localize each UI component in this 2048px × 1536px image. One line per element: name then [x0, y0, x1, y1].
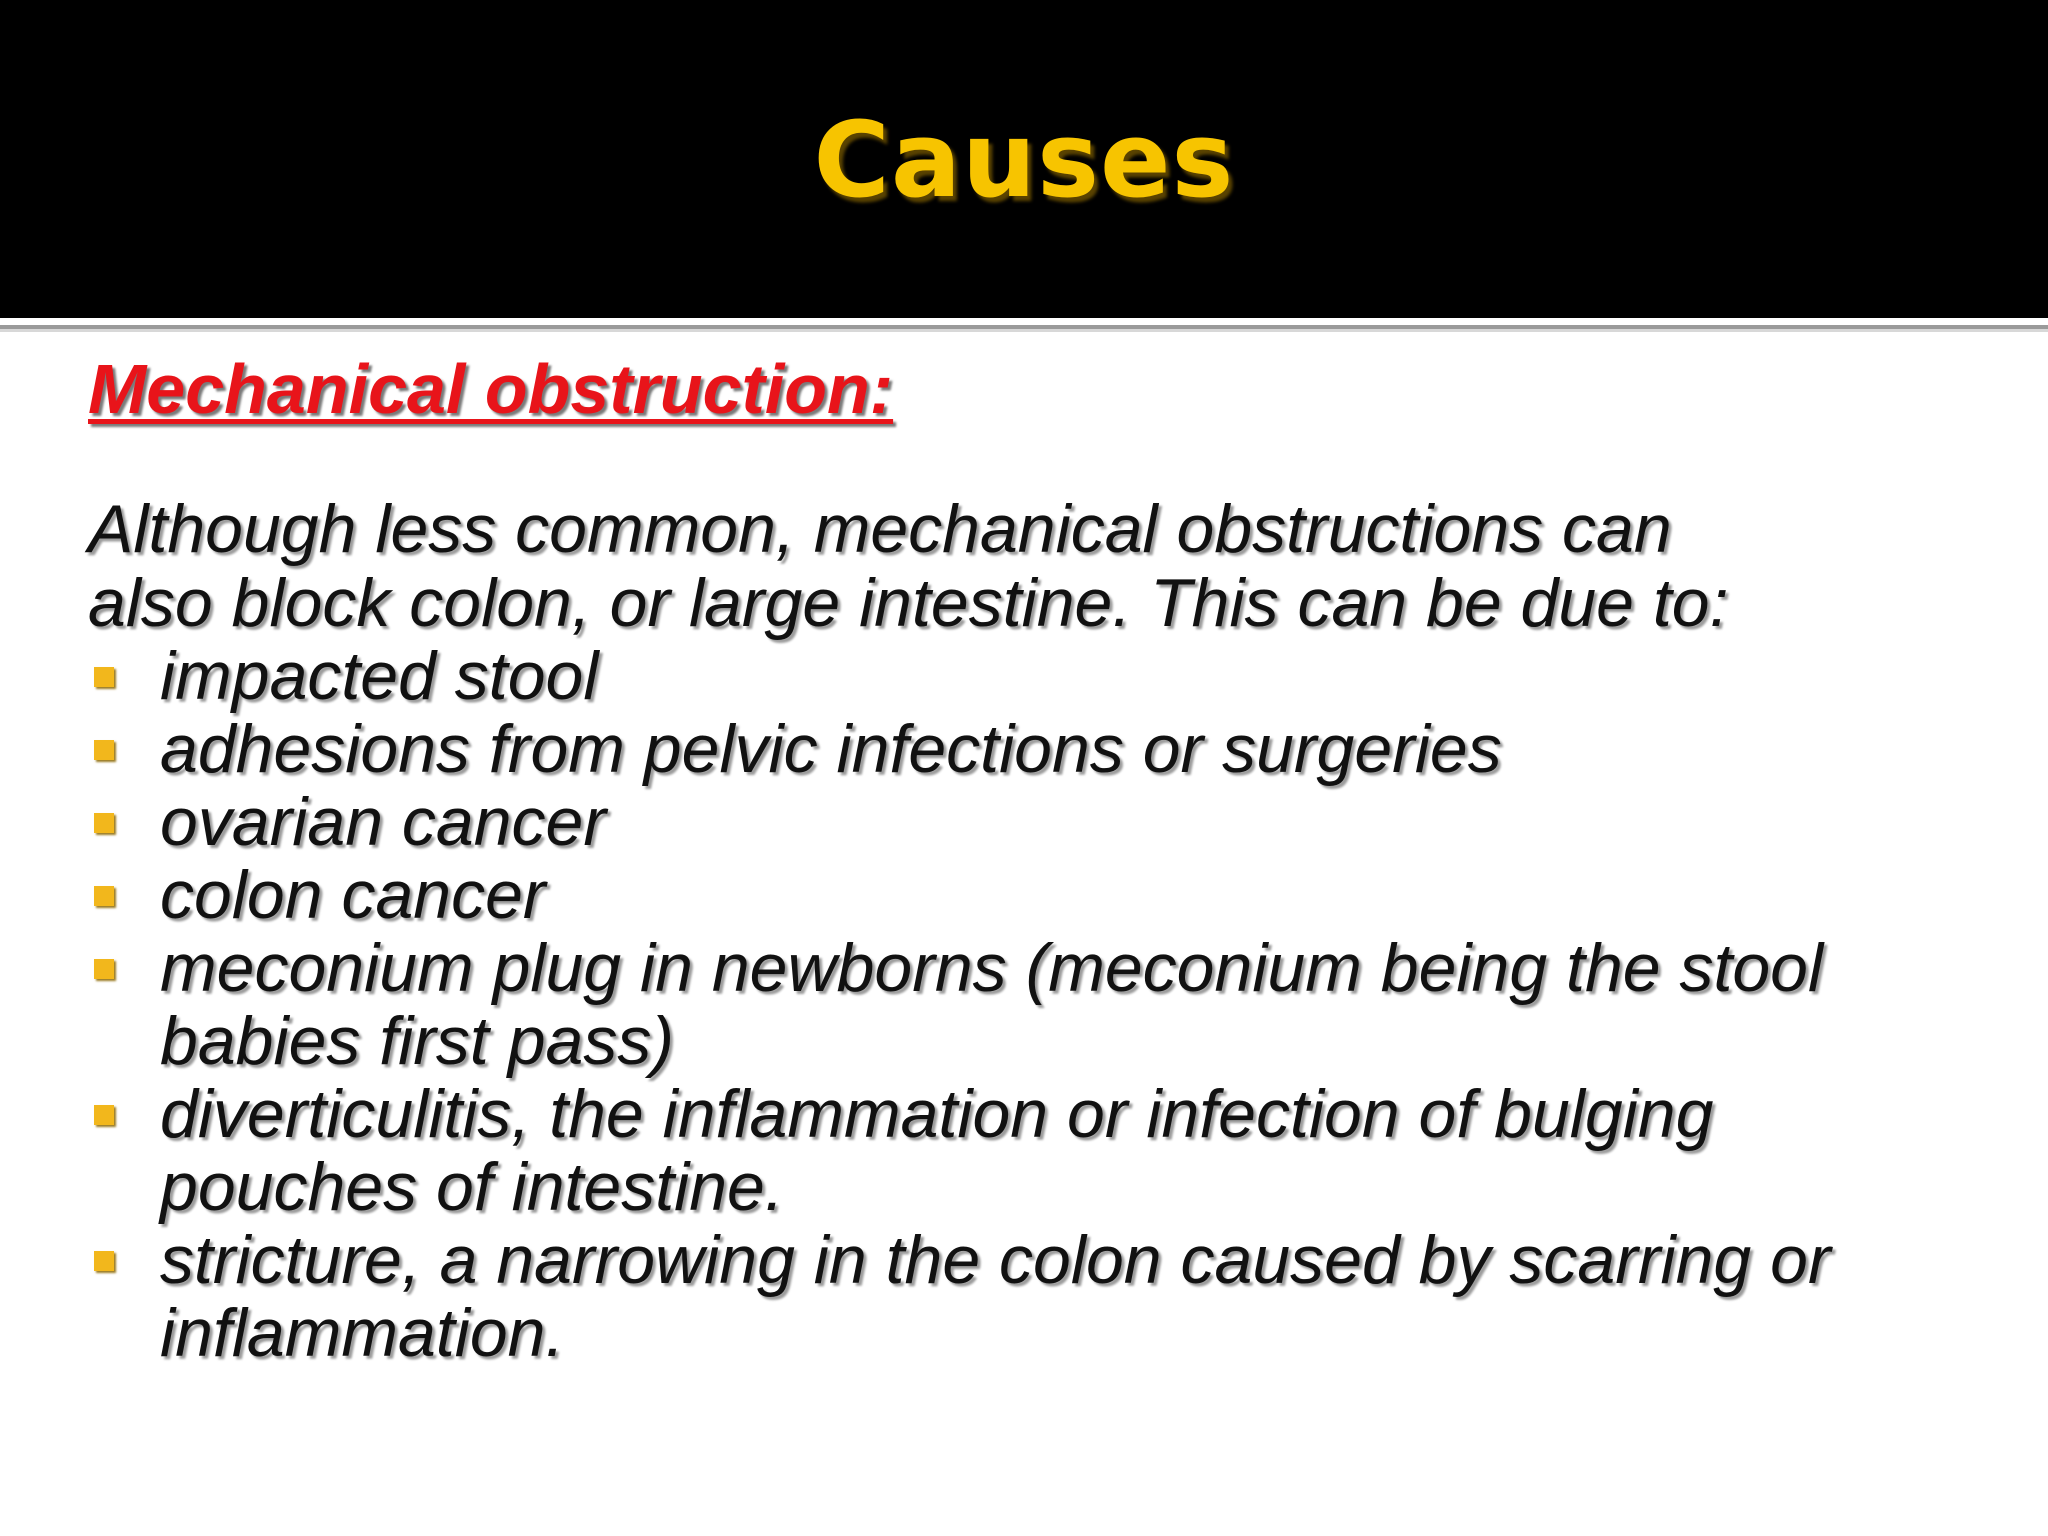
list-item-text: impacted stool: [160, 638, 599, 714]
list-item-text: meconium plug in newborns (meconium being the stool babies first pass): [160, 930, 1824, 1079]
intro-paragraph: [88, 492, 1988, 640]
list-item: [88, 1078, 1988, 1224]
list-item: [88, 786, 1988, 859]
section-heading: Mechanical obstruction:: [88, 350, 894, 428]
title-divider-top: [0, 318, 2048, 325]
intro-line: also block colon, or large intestine. This can be due to:: [88, 565, 1729, 641]
slide-content: [88, 348, 1988, 1370]
intro-line: Although less common, mechanical obstructions can: [88, 491, 1672, 567]
list-item-text: adhesions from pelvic infections or surgeries: [160, 711, 1502, 787]
square-bullet-icon: [94, 959, 114, 979]
square-bullet-icon: [94, 740, 114, 760]
list-item-text: stricture, a narrowing in the colon caused by scarring or inflammation.: [160, 1222, 1831, 1371]
square-bullet-icon: [94, 813, 114, 833]
list-item-text: ovarian cancer: [160, 784, 607, 860]
title-band: [0, 0, 2048, 318]
list-item: [88, 640, 1988, 713]
list-item-text: diverticulitis, the inflammation or infection of bulging pouches of intestine.: [160, 1076, 1714, 1225]
list-item: [88, 932, 1988, 1078]
square-bullet-icon: [94, 667, 114, 687]
square-bullet-icon: [94, 1105, 114, 1125]
square-bullet-icon: [94, 1251, 114, 1271]
slide-title: Causes: [813, 99, 1235, 221]
square-bullet-icon: [94, 886, 114, 906]
list-item-text: colon cancer: [160, 857, 546, 933]
list-item: [88, 713, 1988, 786]
list-item: [88, 859, 1988, 932]
cause-list: [88, 640, 1988, 1370]
title-divider-bottom: [0, 329, 2048, 332]
list-item: [88, 1224, 1988, 1370]
